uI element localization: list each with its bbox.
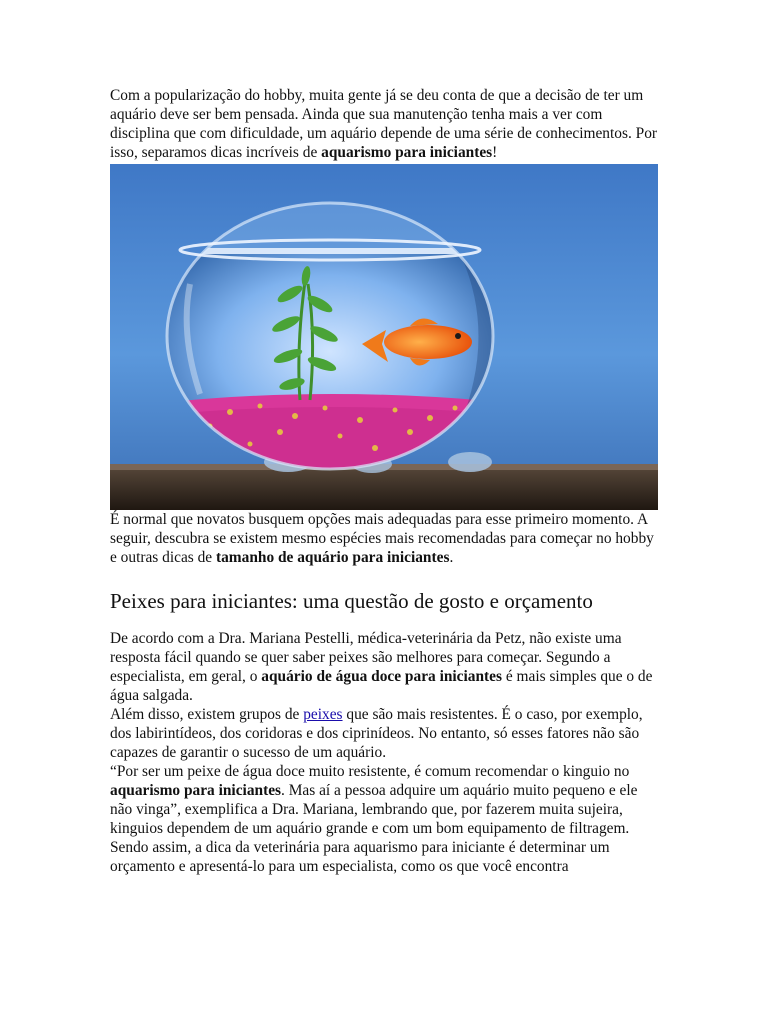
p3-bold: aquário de água doce para iniciantes [261, 668, 502, 685]
p5-text-end: . Mas aí a pessoa adquire um aquário muito pequeno e ele não vinga”, exemplifica a Dra. Mariana, lembrando que, por fazerem muita sujeira, kinguios dependem de um aquário grande e com um bom equipamento de filtragem. [110, 782, 638, 837]
p2-text-end: . [449, 549, 454, 566]
paragraph-novatos [110, 510, 660, 567]
section-heading: Peixes para iniciantes: uma questão de gosto e orçamento [110, 589, 593, 613]
intro-paragraph [110, 86, 660, 162]
p4-text: Além disso, existem grupos de [110, 706, 304, 723]
p4-text-end: que são mais resistentes. É o caso, por exemplo, dos labirintídeos, dos coridoras e dos ciprinídeos. No entanto, só esses fatores não são capazes de garantir o sucesso de um aquário. [110, 706, 643, 761]
p5-text: “Por ser um peixe de água doce muito resistente, é comum recomendar o kinguio no [110, 763, 630, 780]
paragraph-orcamento [110, 838, 660, 876]
goldfish-bowl-illustration [110, 164, 658, 510]
intro-bold: aquarismo para iniciantes [321, 144, 493, 161]
paragraph-resistentes [110, 705, 660, 762]
document-page [110, 86, 660, 876]
paragraph-kinguio [110, 762, 660, 838]
p2-bold: tamanho de aquário para iniciantes [215, 549, 450, 566]
p3-text: De acordo com a Dra. Mariana Pestelli, médica-veterinária da Petz, não existe uma resposta fácil quando se quer saber peixes são melhores para começar. Segundo a especialista, em geral, o [110, 630, 622, 685]
intro-text-end: ! [492, 144, 498, 161]
p2-text: É normal que novatos busquem opções mais adequadas para esse primeiro momento. A seguir, descubra se existem mesmo espécies mais recomendadas para começar no hobby e outras dicas de [110, 511, 654, 566]
p6-text: Sendo assim, a dica da veterinária para aquarismo para iniciante é determinar um orçamento e apresentá-lo para um especialista, como os que você encontra [110, 839, 610, 875]
p3-text-end: é mais simples que o de água salgada. [110, 668, 653, 704]
paragraph-pestelli [110, 629, 660, 705]
peixes-link[interactable]: peixes [303, 706, 343, 723]
intro-text: Com a popularização do hobby, muita gente já se deu conta de que a decisão de ter um aquário deve ser bem pensada. Ainda que sua manutenção tenha mais a ver com disciplina que com dificuldade, um aquário depende de uma série de conhecimentos. Por isso, separamos dicas incríveis de [110, 87, 658, 161]
p5-bold: aquarismo para iniciantes [110, 782, 282, 799]
goldfish-bowl-image [110, 164, 658, 510]
